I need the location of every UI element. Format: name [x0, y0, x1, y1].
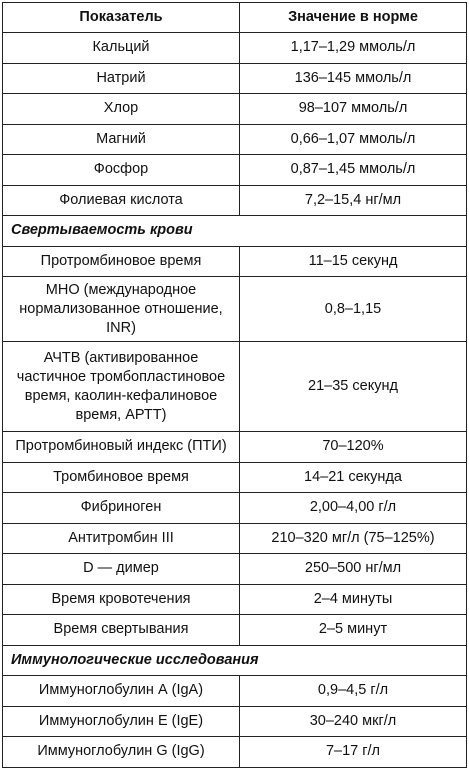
indicator-value: 14–21 секунда [240, 462, 467, 493]
table-row [3, 185, 467, 216]
table-row [3, 277, 467, 342]
table-row [3, 462, 467, 493]
indicator-name: Фолиевая кислота [3, 185, 240, 216]
section-title: Свертываемость крови [3, 216, 467, 247]
indicator-name: Протромбиновое время [3, 246, 240, 277]
indicator-value: 0,66–1,07 ммоль/л [240, 124, 467, 155]
indicator-name: Кальций [3, 33, 240, 64]
table-row [3, 432, 467, 463]
indicator-value: 7,2–15,4 нг/мл [240, 185, 467, 216]
indicator-value: 2,00–4,00 г/л [240, 493, 467, 524]
table-row [3, 155, 467, 186]
indicator-name: Время кровотечения [3, 584, 240, 615]
indicator-name: Натрий [3, 63, 240, 94]
indicator-name: Магний [3, 124, 240, 155]
indicator-name: АЧТВ (активированное частичное тромбопластиновое время, каолин-кефалиновое время, АРТТ) [3, 342, 240, 432]
section-row-immunology [3, 645, 467, 676]
indicator-value: 2–4 минуты [240, 584, 467, 615]
indicator-value: 210–320 мг/л (75–125%) [240, 523, 467, 554]
indicator-name: Время свертывания [3, 615, 240, 646]
indicator-value: 11–15 секунд [240, 246, 467, 277]
table-row [3, 94, 467, 125]
indicator-name: Иммуноглобулин Е (IgE) [3, 706, 240, 737]
indicator-value: 0,8–1,15 [240, 277, 467, 342]
section-title: Иммунологические исследования [3, 645, 467, 676]
indicator-name: Иммуноглобулин А (IgA) [3, 676, 240, 707]
header-normal-value: Значение в норме [240, 3, 467, 33]
indicator-name: D — димер [3, 554, 240, 585]
indicator-name: Тромбиновое время [3, 462, 240, 493]
table-row [3, 615, 467, 646]
indicator-value: 70–120% [240, 432, 467, 463]
table-header-row [3, 3, 467, 33]
table-row [3, 33, 467, 64]
indicator-value: 136–145 ммоль/л [240, 63, 467, 94]
indicator-value: 250–500 нг/мл [240, 554, 467, 585]
table-row [3, 124, 467, 155]
indicator-value: 21–35 секунд [240, 342, 467, 432]
table-row [3, 706, 467, 737]
table-row [3, 676, 467, 707]
indicator-value: 7–17 г/л [240, 737, 467, 768]
header-indicator: Показатель [3, 3, 240, 33]
indicator-name: Хлор [3, 94, 240, 125]
indicator-value: 30–240 мкг/л [240, 706, 467, 737]
reference-values-table [2, 2, 467, 768]
indicator-name: МНО (международное нормализованное отношение, INR) [3, 277, 240, 342]
indicator-value: 2–5 минут [240, 615, 467, 646]
table-row [3, 584, 467, 615]
indicator-name: Иммуноглобулин G (IgG) [3, 737, 240, 768]
table-row [3, 737, 467, 768]
table-row [3, 493, 467, 524]
table-row [3, 523, 467, 554]
indicator-value: 98–107 ммоль/л [240, 94, 467, 125]
indicator-value: 0,9–4,5 г/л [240, 676, 467, 707]
indicator-value: 1,17–1,29 ммоль/л [240, 33, 467, 64]
table-row [3, 246, 467, 277]
section-row-coagulation [3, 216, 467, 247]
indicator-value: 0,87–1,45 ммоль/л [240, 155, 467, 186]
indicator-name: Протромбиновый индекс (ПТИ) [3, 432, 240, 463]
indicator-name: Антитромбин III [3, 523, 240, 554]
table-row [3, 63, 467, 94]
table-row [3, 554, 467, 585]
indicator-name: Фосфор [3, 155, 240, 186]
indicator-name: Фибриноген [3, 493, 240, 524]
table-row [3, 342, 467, 432]
